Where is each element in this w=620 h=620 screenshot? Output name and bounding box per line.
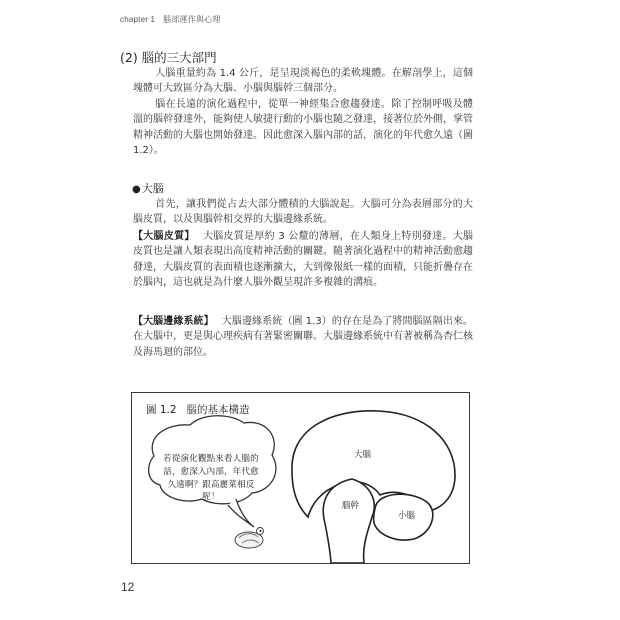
limbic-text: 大腦邊緣系統（圖 1.3）的存在是為了將間腦區隔出來。在大腦中，更是與心理疾病有著緊密關聯。大腦邊緣系統中有著被稱為杏仁核及海馬迴的部位。 (133, 316, 474, 358)
cortex-tag: 【大腦皮質】 (133, 231, 195, 242)
paragraph-weight (133, 66, 473, 97)
page-number: 12 (121, 580, 135, 594)
figure-brain-structure (131, 392, 470, 564)
brainstem-shape (323, 479, 374, 563)
paragraph-weight-text: 人腦重量約為 1.4 公斤，是呈現淡褐色的柔軟塊體。在解剖學上，這個塊體可大致區分為大腦、小腦與腦幹三個部分。 (133, 68, 473, 95)
label-brainstem: 腦幹 (342, 501, 360, 511)
cortex-text: 大腦皮質是厚約 3 公釐的薄層，在人類身上特別發達。大腦皮質也是讓人類表現出高度精神活動的關鍵。隨著演化過程中的精神活動愈趨發達，大腦皮質的表面積也逐漸擴大，大到像報紙一樣的面積，只能折疊存在於腦內，這也就是為什麼人腦外觀呈現許多複雜的溝痕。 (133, 231, 473, 288)
paragraph-evolution (133, 97, 473, 158)
limbic-tag: 【大腦邊緣系統】 (133, 316, 214, 327)
running-header (120, 14, 221, 25)
paragraph-cortex (133, 229, 473, 290)
subsection-title: 大腦 (141, 182, 164, 195)
label-cerebellum: 小腦 (398, 511, 416, 521)
speech-bubble-text: 若從演化觀點來看人腦的話，愈深入內部，年代愈久遠啊？跟高麗菜相反呢！ (163, 454, 259, 503)
label-cerebrum: 大腦 (354, 450, 372, 460)
paragraph-intro (133, 197, 473, 228)
section-title: (2) 腦的三大部門 (120, 50, 217, 65)
paragraph-intro-text: 首先，讓我們從占去大部分體積的大腦說起。大腦可分為表層部分的大腦皮質，以及與腦幹相交界的大腦邊緣系統。 (133, 199, 473, 226)
bullet-icon: ● (132, 184, 141, 195)
chapter-title: 腦部運作與心理 (163, 15, 221, 24)
figure-title: 腦的基本構造 (186, 404, 250, 416)
doodle-character-icon (235, 528, 264, 549)
paragraph-limbic (133, 314, 473, 360)
figure-number: 圖 1.2 (146, 404, 177, 416)
chapter-label: chapter 1 (120, 15, 156, 24)
subsection-heading (132, 180, 164, 196)
paragraph-evolution-text: 腦在長遠的演化過程中，從單一神經集合愈趨發達。除了控制呼吸及體溫的腦幹發達外，能夠使人敏捷行動的小腦也隨之發達，接著位於外側，掌管精神活動的大腦也開始發達。因此愈深入腦內部的話，演化的年代愈久遠（圖 1.2）。 (133, 99, 473, 156)
